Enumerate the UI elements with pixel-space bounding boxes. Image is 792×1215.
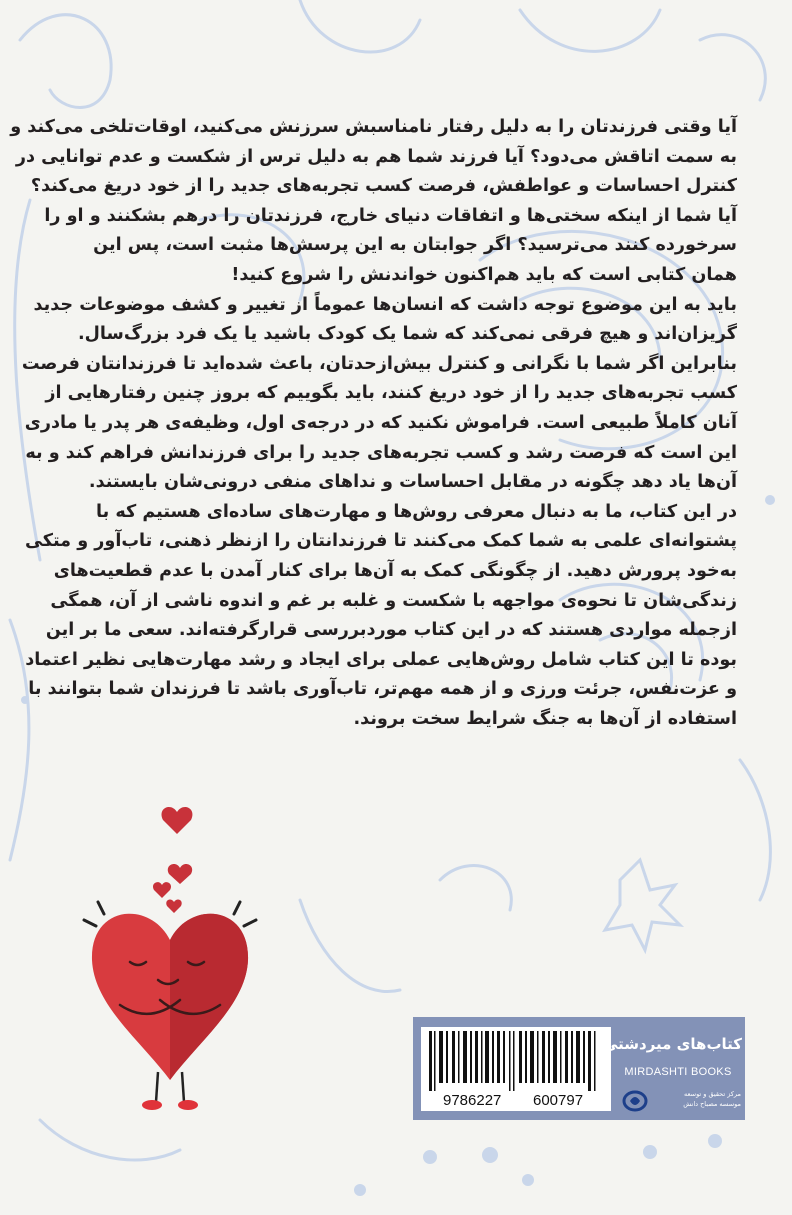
text-line: آیا وقتی فرزندتان را به دلیل رفتار نامناسبش سرزنش می‌کنید، اوقات‌تلخی می‌کند و bbox=[10, 117, 737, 137]
text-line: آیا شما از اینکه سختی‌ها و اتفاقات دنیای خارج، فرزندتان را درهم بشکنند و او را bbox=[44, 205, 737, 226]
text-line: آن‌ها یاد دهد چگونه در مقابل احساسات و نداهای منفی درونی‌شان بایستند. bbox=[88, 472, 737, 493]
publisher-subtitle-line: مرکز تحقیق و توسعه bbox=[684, 1090, 741, 1098]
back-cover-text bbox=[10, 113, 737, 734]
text-line: گریزان‌اند و هیچ فرقی نمی‌کند که شما یک کودک باشید یا یک فرد بزرگ‌سال. bbox=[77, 324, 737, 345]
text-line: کسب تجربه‌های جدید را از خود دریغ کنند، باید بگوییم که بروز چنین رفتارهایی از bbox=[45, 383, 737, 404]
text-line: ازجمله مواردی هستند که در این کتاب موردبررسی قرارگرفته‌اند. سعی ما بر این bbox=[45, 620, 737, 641]
text-line: این است که فرصت رشد و کسب تجربه‌های جدید را برای فرزندانش فراهم کند و به bbox=[25, 442, 737, 463]
text-line: کنترل احساسات و عواطفش، فرصت کسب تجربه‌های جدید را از خود دریغ می‌کند؟ bbox=[30, 176, 737, 197]
text-line: زندگی‌شان تا نحوه‌ی مواجهه با شکست و غلبه بر غم و اندوه ناشی از آن، همگی bbox=[50, 590, 737, 611]
publisher-subtitle bbox=[651, 1089, 741, 1109]
text-line: بنابراین اگر شما با نگرانی و کنترل بیش‌ازحدتان، باعث شده‌اید تا فرزندانتان فرصت bbox=[21, 353, 737, 374]
text-line: بوده تا این کتاب شامل روش‌هایی عملی برای ایجاد و رشد مهارت‌هایی نظیر اعتماد bbox=[25, 649, 737, 670]
text-line: همان کتابی است که باید هم‌اکنون خواندنش را شروع کنید! bbox=[231, 264, 737, 285]
hugging-heart-illustration bbox=[70, 790, 290, 1120]
text-line: در این کتاب، ما به دنبال معرفی روش‌ها و مهارت‌های ساده‌ای هستیم که با bbox=[96, 501, 737, 522]
text-line: استفاده از آن‌ها به جنگ شرایط سخت بروند. bbox=[353, 708, 737, 729]
isbn-left: 9786227 bbox=[443, 1092, 502, 1109]
publisher-logo: کتاب‌های میردشتی bbox=[602, 1035, 742, 1053]
barcode-publisher-panel bbox=[413, 1017, 745, 1120]
barcode-bars bbox=[429, 1031, 603, 1091]
text-line: سرخورده کنند می‌ترسید؟ اگر جوابتان به این پرسش‌ها مثبت است، پس این bbox=[93, 235, 737, 256]
text-line: آنان کاملاً طبیعی است. فراموش نکنید که در درجه‌ی اول، وظیفه‌ی هر پدر یا مادری bbox=[24, 412, 737, 433]
text-line: به سمت اتاقش می‌دود؟ آیا فرزند شما هم به دلیل ترس از شکست و عدم توانایی در bbox=[15, 146, 737, 167]
text-line: پشتوانه‌ای علمی به شما کمک می‌کنند تا فرزندانتان را ازنظر ذهنی، تاب‌آور و متکی bbox=[24, 531, 737, 552]
barcode bbox=[421, 1027, 611, 1111]
text-line: و عزت‌نفس، جرئت ورزی و از همه مهم‌تر، تاب‌آوری باشد تا فرزندان شما بتوانند با bbox=[28, 679, 737, 700]
text-line: به‌خود پرورش دهید. از چگونگی کمک به آن‌ها برای کنار آمدن با عدم قطعیت‌های bbox=[53, 560, 737, 581]
isbn-right: 600797 bbox=[533, 1092, 584, 1109]
publisher-emblem-icon bbox=[622, 1090, 648, 1112]
text-line: باید به این موضوع توجه داشت که انسان‌ها عموماً از تغییر و کشف موضوعات جدید bbox=[33, 294, 737, 315]
publisher-name: MIRDASHTI BOOKS bbox=[624, 1066, 732, 1078]
publisher-subtitle-line: موسسه مصباح دانش bbox=[683, 1100, 741, 1108]
small-hearts-icon bbox=[153, 807, 192, 913]
